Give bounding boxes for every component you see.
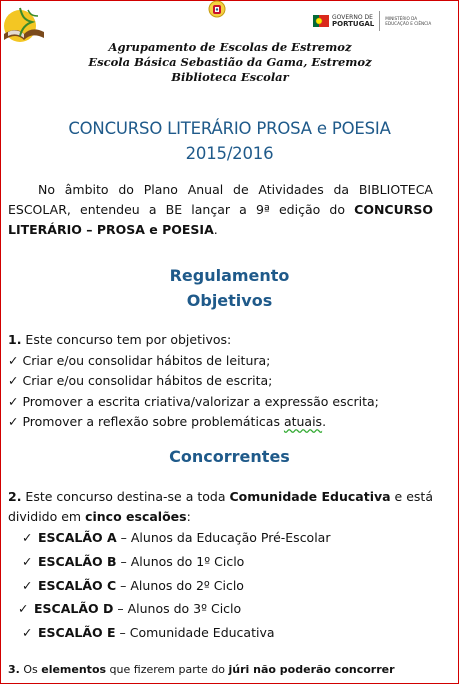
list-item xyxy=(8,392,379,413)
escalao-item xyxy=(22,621,330,645)
escalao-desc: – Comunidade Educativa xyxy=(115,625,275,641)
school-line-1: Agrupamento de Escolas de Estremoz xyxy=(108,40,352,54)
page-title xyxy=(0,116,459,166)
title-line-2: 2015/2016 xyxy=(185,144,274,163)
list-item xyxy=(8,371,379,392)
intro-text: No âmbito do Plano Anual de Atividades da BIBLIOTECA ESCOLAR, entendeu a BE lançar a 9ª edição do xyxy=(8,182,433,217)
concorrentes-text-2: e está dividido em xyxy=(8,489,433,524)
concorrentes-heading: Concorrentes xyxy=(169,447,290,466)
heading-regulamento: Regulamento xyxy=(169,266,290,285)
intro-paragraph xyxy=(8,180,433,240)
objective-end: . xyxy=(322,414,327,429)
school-header xyxy=(50,40,410,85)
concorrentes-text-3: : xyxy=(186,509,191,524)
escalao-label: ESCALÃO E xyxy=(38,625,116,641)
escalao-item xyxy=(18,597,330,621)
library-logo-icon xyxy=(2,2,46,52)
school-line-3: Biblioteca Escolar xyxy=(171,70,289,84)
escalao-desc: – Alunos da Educação Pré-Escolar xyxy=(116,530,331,545)
check-icon: ✓ xyxy=(8,352,19,368)
escalao-label: ESCALÃO D xyxy=(34,601,114,617)
objective-text: Criar e/ou consolidar hábitos de escrita; xyxy=(22,373,273,388)
portugal-flag-icon xyxy=(313,13,329,29)
logo-divider xyxy=(379,11,380,31)
school-line-2: Escola Básica Sebastião da Gama, Estremoz xyxy=(88,55,372,69)
check-icon: ✓ xyxy=(22,577,33,593)
regulamento-heading xyxy=(0,263,459,313)
title-line-1: CONCURSO LITERÁRIO PROSA e POESIA xyxy=(68,119,391,138)
check-icon: ✓ xyxy=(22,553,33,569)
check-icon: ✓ xyxy=(18,601,29,617)
heading-objetivos: Objetivos xyxy=(186,291,273,310)
concorrentes-bold-1: Comunidade Educativa xyxy=(229,489,391,504)
objectives-list xyxy=(8,330,379,433)
escalao-item xyxy=(22,526,330,550)
objective-text: Promover a escrita criativa/valorizar a expressão escrita; xyxy=(22,393,379,409)
item-number: 3. xyxy=(8,663,20,676)
escaloes-list xyxy=(18,526,331,645)
objective-text: Promover a reflexão sobre problemáticas xyxy=(22,414,284,429)
item-1-intro xyxy=(8,330,379,351)
check-icon: ✓ xyxy=(22,530,33,545)
ministry-name: MINISTÉRIO DA EDUCAÇÃO E CIÊNCIA xyxy=(385,16,432,26)
government-line-2: PORTUGAL xyxy=(332,20,375,28)
objective-text: Criar e/ou consolidar hábitos de leitura; xyxy=(22,352,271,368)
escalao-desc: – Alunos do 1º Ciclo xyxy=(116,553,245,569)
item-number: 1. xyxy=(8,332,22,347)
check-icon: ✓ xyxy=(22,625,33,641)
item3-text-2: que fizerem parte do xyxy=(106,663,229,676)
list-item xyxy=(8,351,379,372)
portugal-crest-icon xyxy=(205,0,229,18)
escalao-item xyxy=(22,550,330,574)
intro-bold: CONCURSO LITERÁRIO – PROSA e POESIA xyxy=(8,202,433,237)
government-line-1: GOVERNO DE xyxy=(332,14,373,21)
concorrentes-text-1: Este concurso destina-se a toda xyxy=(21,489,230,504)
item3-bold-2: júri não poderão concorrer xyxy=(228,663,395,676)
check-icon: ✓ xyxy=(8,414,19,429)
item-number: 2. xyxy=(8,489,22,504)
item3-bold-1: elementos xyxy=(41,663,107,676)
government-logo xyxy=(313,9,453,33)
escalao-label: ESCALÃO A xyxy=(38,530,117,545)
spellcheck-word: atuais xyxy=(283,414,323,429)
escalao-label: ESCALÃO B xyxy=(38,553,117,569)
escalao-desc: – Alunos do 2º Ciclo xyxy=(116,577,244,593)
list-item xyxy=(8,412,379,433)
concorrentes-bold-2: cinco escalões xyxy=(85,509,187,524)
check-icon: ✓ xyxy=(8,393,19,409)
concorrentes-paragraph xyxy=(8,487,433,527)
escalao-desc: – Alunos do 3º Ciclo xyxy=(113,601,242,617)
intro-end: . xyxy=(213,222,218,237)
escalao-label: ESCALÃO C xyxy=(38,577,117,593)
government-name xyxy=(332,15,374,27)
item-3-paragraph xyxy=(8,662,395,678)
check-icon: ✓ xyxy=(8,373,19,388)
escalao-item xyxy=(22,574,330,598)
item3-text-1: Os xyxy=(19,663,42,676)
item-text: Este concurso tem por objetivos: xyxy=(21,332,232,347)
